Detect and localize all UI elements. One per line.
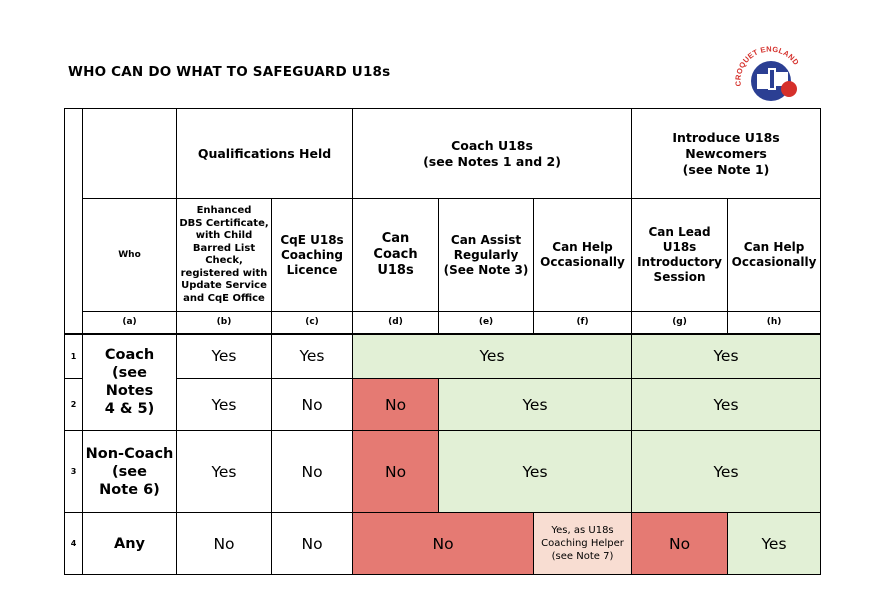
cell-dbs: Yes — [177, 379, 272, 431]
cell-can-lead: No — [632, 513, 728, 575]
col-lead-line: Session — [653, 270, 706, 284]
col-letter-g: (g) — [632, 312, 728, 334]
col-letter-b: (b) — [177, 312, 272, 334]
who-noncoach — [83, 431, 177, 513]
who-any: Any — [83, 513, 177, 575]
table-row — [65, 431, 821, 513]
col-assist-line: Regularly — [453, 247, 519, 262]
col-help-f — [534, 199, 632, 312]
cell-can-coach: No — [353, 431, 439, 513]
col-who — [83, 199, 177, 312]
cell-licence: Yes — [272, 334, 353, 379]
col-dbs-line: Barred List — [192, 242, 256, 254]
who-coach-line: (see — [112, 365, 147, 382]
who-coach — [83, 334, 177, 431]
cell-introduce-group: Yes — [632, 431, 821, 513]
logo-ball — [781, 81, 797, 97]
col-help-h-line: Occasionally — [731, 255, 817, 269]
col-licence-line: Coaching — [280, 247, 344, 262]
cell-dbs: Yes — [177, 334, 272, 379]
group-qualifications-label: Qualifications Held — [197, 145, 332, 161]
col-can-coach — [353, 199, 439, 312]
group-introduce — [632, 109, 821, 199]
cell-dbs: No — [177, 513, 272, 575]
col-lead-line: Introductory — [637, 255, 722, 269]
cell-licence: No — [272, 513, 353, 575]
row-number-header — [65, 109, 83, 334]
col-dbs-line: Check, — [205, 255, 243, 266]
cell-help-note-line: Coaching Helper — [541, 538, 624, 549]
cell-can-coach: No — [353, 379, 439, 431]
who-noncoach-line: (see — [112, 463, 147, 480]
col-who-label: Who — [118, 250, 141, 260]
col-letter-f: (f) — [534, 312, 632, 334]
col-help-h — [728, 199, 821, 312]
group-coach-label: Coach U18s — [451, 137, 533, 153]
col-letter-d: (d) — [353, 312, 439, 334]
group-introduce-label-2: Newcomers — [685, 145, 767, 161]
cell-dbs: Yes — [177, 431, 272, 513]
table-row — [65, 513, 821, 575]
col-licence-line: Licence — [286, 262, 338, 277]
logo-hoop-mid — [769, 69, 775, 89]
cell-coach-group: Yes — [353, 334, 632, 379]
croquet-england-logo — [728, 36, 808, 106]
cell-help-occasionally — [534, 513, 632, 575]
col-assist-line: Can Assist — [450, 232, 522, 247]
cell-help-h: Yes — [728, 513, 821, 575]
cell-introduce-group: Yes — [632, 379, 821, 431]
col-lead — [632, 199, 728, 312]
group-coach — [353, 109, 632, 199]
who-coach-line: 4 & 5) — [104, 401, 155, 418]
table-row — [65, 334, 821, 379]
col-dbs-line: Enhanced — [196, 205, 252, 216]
col-help-f-line: Can Help — [552, 240, 613, 254]
group-coach-note: (see Notes 1 and 2) — [423, 153, 561, 169]
row-number: 4 — [65, 513, 83, 575]
col-can-coach-line: Can — [381, 231, 410, 246]
cell-coach-assist: No — [353, 513, 534, 575]
col-can-coach-line: U18s — [377, 263, 414, 278]
col-lead-line: U18s — [662, 240, 697, 254]
col-licence — [272, 199, 353, 312]
col-dbs-line: with Child — [195, 230, 253, 241]
page-title: WHO CAN DO WHAT TO SAFEGUARD U18s — [68, 64, 391, 80]
who-noncoach-line: Note 6) — [99, 481, 160, 498]
col-assist — [439, 199, 534, 312]
cell-assist-help: Yes — [439, 379, 632, 431]
col-dbs-line: Update Service — [181, 280, 267, 291]
cell-licence: No — [272, 431, 353, 513]
cell-licence: No — [272, 379, 353, 431]
col-assist-line: (See Note 3) — [443, 262, 529, 277]
row-number: 3 — [65, 431, 83, 513]
safeguarding-table — [64, 108, 821, 575]
col-lead-line: Can Lead — [648, 225, 711, 239]
col-can-coach-line: Coach — [373, 247, 418, 262]
logo-hoop-left — [757, 74, 769, 89]
col-letter-c: (c) — [272, 312, 353, 334]
who-coach-line: Notes — [105, 383, 154, 400]
group-introduce-label: Introduce U18s — [672, 129, 780, 145]
col-dbs — [177, 199, 272, 312]
logo-text: CROQUET ENGLAND — [733, 44, 801, 87]
header-blank — [83, 109, 177, 199]
group-introduce-note: (see Note 1) — [682, 161, 770, 177]
col-letter-h: (h) — [728, 312, 821, 334]
cell-introduce-group: Yes — [632, 334, 821, 379]
col-letter-a: (a) — [83, 312, 177, 334]
cell-help-note-line: Yes, as U18s — [551, 525, 614, 536]
col-help-h-line: Can Help — [743, 240, 805, 254]
who-noncoach-line: Non-Coach — [85, 445, 174, 462]
row-number: 1 — [65, 334, 83, 379]
col-help-f-line: Occasionally — [540, 255, 625, 269]
row-number: 2 — [65, 379, 83, 431]
table-row — [65, 379, 821, 431]
cell-assist-help: Yes — [439, 431, 632, 513]
col-licence-line: CqE U18s — [280, 232, 344, 247]
col-dbs-line: registered with — [180, 267, 268, 279]
group-qualifications — [177, 109, 353, 199]
who-coach-line: Coach — [104, 347, 155, 364]
col-dbs-line: DBS Certificate, — [179, 217, 269, 229]
col-dbs-line: and CqE Office — [183, 292, 265, 304]
col-letter-e: (e) — [439, 312, 534, 334]
cell-help-note-line: (see Note 7) — [551, 551, 614, 562]
